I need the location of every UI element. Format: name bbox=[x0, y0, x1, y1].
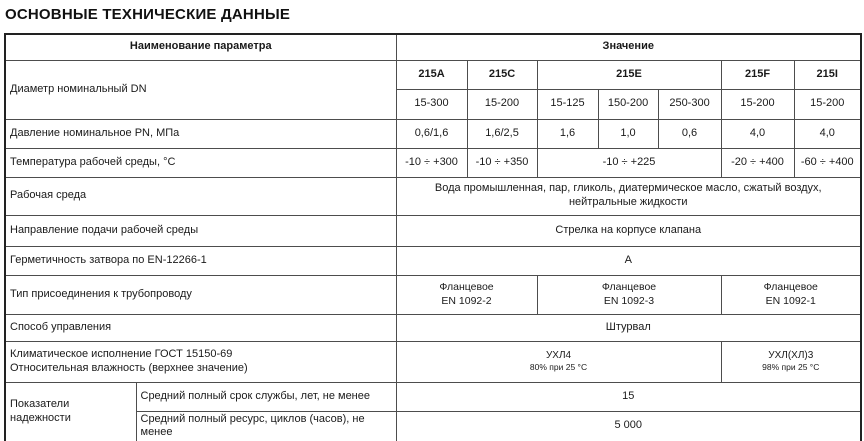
connection-value-1 bbox=[396, 275, 537, 314]
connection-value-2 bbox=[537, 275, 721, 314]
connection-standard-2: EN 1092-3 bbox=[603, 294, 655, 307]
direction-row bbox=[5, 215, 861, 246]
medium-row bbox=[5, 177, 861, 215]
connection-type-3: Фланцевое bbox=[763, 281, 818, 294]
climatic-value-1 bbox=[396, 341, 721, 382]
param-label-tightness: Герметичность затвора по EN-12266-1 bbox=[5, 246, 396, 275]
page-title: ОСНОВНЫЕ ТЕХНИЧЕСКИЕ ДАННЫЕ bbox=[5, 6, 291, 23]
connection-standard-1: EN 1092-2 bbox=[441, 294, 492, 307]
param-label-climatic bbox=[5, 341, 396, 382]
control-row bbox=[5, 314, 861, 341]
temperature-row bbox=[5, 148, 861, 177]
climatic-humidity-1: 80% при 25 °С bbox=[529, 362, 588, 373]
param-label-control: Способ управления bbox=[5, 314, 396, 341]
connection-row bbox=[5, 275, 861, 314]
column-header-value: Значение bbox=[396, 34, 861, 60]
technical-data-table bbox=[4, 33, 862, 441]
dn-value-215a: 15-300 bbox=[396, 89, 467, 119]
dn-value-215f: 15-200 bbox=[721, 89, 794, 119]
pn-value-215a: 0,6/1,6 bbox=[396, 119, 467, 148]
temp-value-215c: -10 ÷ +350 bbox=[467, 148, 537, 177]
param-label-direction: Направление подачи рабочей среды bbox=[5, 215, 396, 246]
service-life-row bbox=[5, 382, 861, 411]
dn-value-215e-3: 250-300 bbox=[658, 89, 721, 119]
dn-value-215i: 15-200 bbox=[794, 89, 861, 119]
climatic-class-2: УХЛ(ХЛ)3 bbox=[768, 349, 814, 361]
pn-row bbox=[5, 119, 861, 148]
connection-standard-3: EN 1092-1 bbox=[765, 294, 816, 307]
climatic-humidity-2: 98% при 25 °С bbox=[762, 362, 820, 373]
param-label-reliability: Показатели надежности bbox=[5, 382, 136, 441]
direction-value: Стрелка на корпусе клапана bbox=[396, 215, 861, 246]
param-label-service-life: Средний полный срок службы, лет, не менее bbox=[136, 382, 396, 411]
model-header-row bbox=[5, 60, 861, 89]
param-label-medium: Рабочая среда bbox=[5, 177, 396, 215]
model-215f: 215F bbox=[721, 60, 794, 89]
pn-value-215f: 4,0 bbox=[721, 119, 794, 148]
climatic-value-2 bbox=[721, 341, 861, 382]
model-215e: 215E bbox=[537, 60, 721, 89]
dn-value-215e-1: 15-125 bbox=[537, 89, 598, 119]
temp-value-215a: -10 ÷ +300 bbox=[396, 148, 467, 177]
climatic-class-1: УХЛ4 bbox=[545, 349, 572, 361]
param-label-resource: Средний полный ресурс, циклов (часов), не менее bbox=[136, 411, 396, 441]
control-value: Штурвал bbox=[396, 314, 861, 341]
dn-value-215e-2: 150-200 bbox=[598, 89, 658, 119]
column-header-parameter: Наименование параметра bbox=[5, 34, 396, 60]
pn-value-215c: 1,6/2,5 bbox=[467, 119, 537, 148]
temp-value-215f: -20 ÷ +400 bbox=[721, 148, 794, 177]
resource-value: 5 000 bbox=[396, 411, 861, 441]
temp-value-215i: -60 ÷ +400 bbox=[794, 148, 861, 177]
param-label-pn: Давление номинальное PN, МПа bbox=[5, 119, 396, 148]
service-life-value: 15 bbox=[396, 382, 861, 411]
connection-value-3 bbox=[721, 275, 861, 314]
climatic-label-line1: Климатическое исполнение ГОСТ 15150-69 bbox=[10, 347, 233, 360]
climatic-row bbox=[5, 341, 861, 382]
param-label-connection: Тип присоединения к трубопроводу bbox=[5, 275, 396, 314]
tightness-value: А bbox=[396, 246, 861, 275]
temp-value-215e: -10 ÷ +225 bbox=[537, 148, 721, 177]
dn-value-215c: 15-200 bbox=[467, 89, 537, 119]
pn-value-215i: 4,0 bbox=[794, 119, 861, 148]
pn-value-215e-2: 1,0 bbox=[598, 119, 658, 148]
param-label-dn: Диаметр номинальный DN bbox=[5, 60, 396, 119]
pn-value-215e-1: 1,6 bbox=[537, 119, 598, 148]
connection-type-2: Фланцевое bbox=[601, 281, 657, 294]
pn-value-215e-3: 0,6 bbox=[658, 119, 721, 148]
tightness-row bbox=[5, 246, 861, 275]
climatic-label-line2: Относительная влажность (верхнее значение) bbox=[10, 361, 248, 374]
connection-type-1: Фланцевое bbox=[439, 281, 494, 294]
param-label-temperature: Температура рабочей среды, °С bbox=[5, 148, 396, 177]
model-215a: 215A bbox=[396, 60, 467, 89]
medium-value: Вода промышленная, пар, гликоль, диатермическое масло, сжатый воздух, нейтральные жидкости bbox=[396, 177, 861, 215]
table-header-row bbox=[5, 34, 861, 60]
model-215i: 215I bbox=[794, 60, 861, 89]
model-215c: 215C bbox=[467, 60, 537, 89]
